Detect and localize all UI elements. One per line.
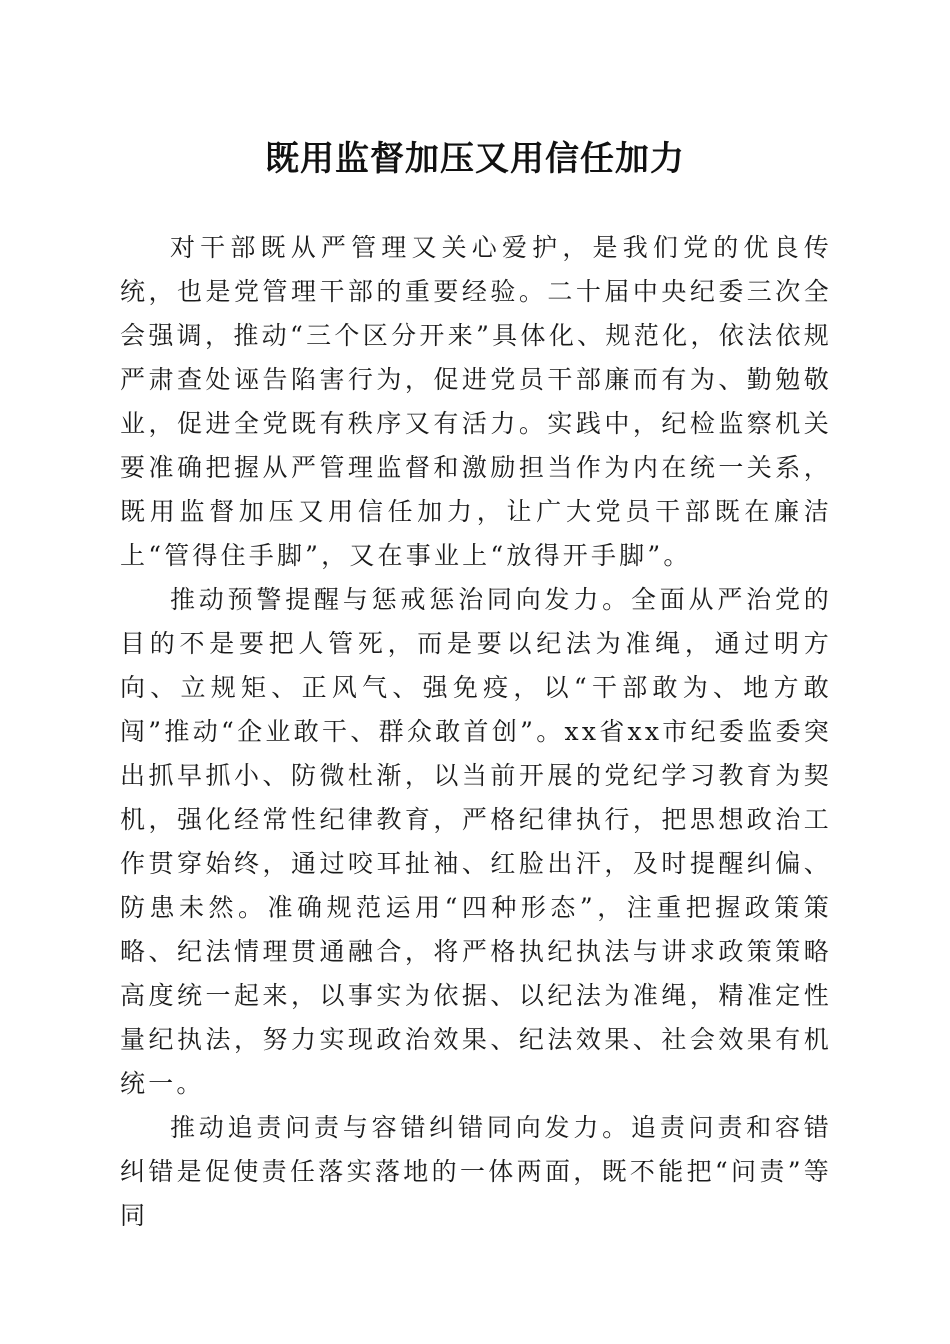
paragraph-3: 推动追责问责与容错纠错同向发力。追责问责和容错纠错是促使责任落实落地的一体两面，既不能把“问责”等同	[120, 1113, 832, 1230]
paragraph-2: 推动预警提醒与惩戒惩治同向发力。全面从严治党的目的不是要把人管死，而是要以纪法为准绳，通过明方向、立规矩、正风气、强免疫，以“干部敢为、地方敢闯”推动“企业敢干、群众敢首创”。xx省xx市纪委监委突出抓早抓小、防微杜渐，以当前开展的党纪学习教育为契机，强化经常性纪律教育，严格纪律执行，把思想政治工作贯穿始终，通过咬耳扯袖、红脸出汗，及时提醒纠偏、防患未然。准确规范运用“四种形态”，注重把握政策策略、纪法情理贯通融合，将严格执纪执法与讲求政策策略高度统一起来，以事实为依据、以纪法为准绳，精准定性量纪执法，努力实现政治效果、纪法效果、社会效果有机统一。	[120, 585, 832, 1098]
document-body	[120, 226, 832, 1238]
paragraph-1: 对干部既从严管理又关心爱护，是我们党的优良传统，也是党管理干部的重要经验。二十届中央纪委三次全会强调，推动“三个区分开来”具体化、规范化，依法依规严肃查处诬告陷害行为，促进党员干部廉而有为、勤勉敬业，促进全党既有秩序又有活力。实践中，纪检监察机关要准确把握从严管理监督和激励担当作为内在统一关系，既用监督加压又用信任加力，让广大党员干部既在廉洁上“管得住手脚”，又在事业上“放得开手脚”。	[120, 233, 832, 570]
document-title: 既用监督加压又用信任加力	[265, 139, 685, 179]
